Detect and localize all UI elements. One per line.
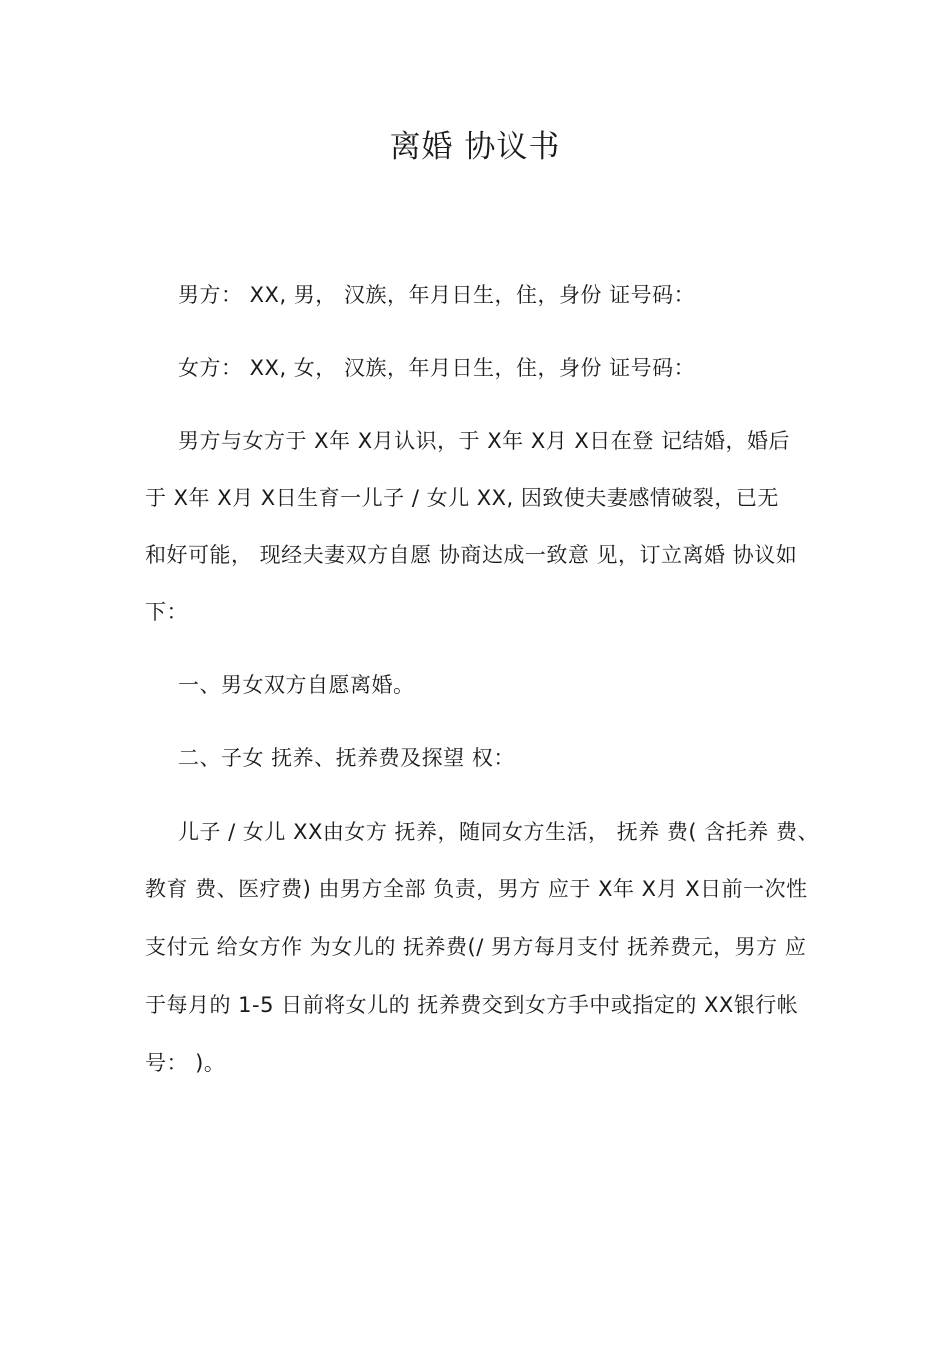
document-title: 离婚 协议书 xyxy=(389,129,561,165)
custody-paragraph-line-1: 儿子 / 女儿 XX由女方 抚养，随同女方生活， 抚养 费( 含托养 费、 xyxy=(178,820,819,844)
background-paragraph-line-3: 和好可能， 现经夫妻双方自愿 协商达成一致意 见，订立离婚 协议如 xyxy=(145,543,798,567)
clause-one: 一、男女双方自愿离婚。 xyxy=(178,673,415,697)
clause-two-heading: 二、子女 抚养、抚养费及探望 权： xyxy=(178,746,515,770)
woman-info-line: 女方： XX, 女， 汉族，年月日生，住，身份 证号码： xyxy=(178,356,696,380)
background-paragraph-line-2: 于 X年 X月 X日生育一儿子 / 女儿 XX, 因致使夫妻感情破裂，已无 xyxy=(145,486,779,510)
background-paragraph-line-4: 下： xyxy=(145,600,188,624)
custody-paragraph-line-3: 支付元 给女方作 为女儿的 抚养费(/ 男方每月支付 抚养费元，男方 应 xyxy=(145,935,807,959)
custody-paragraph-line-2: 教育 费、医疗费) 由男方全部 负责，男方 应于 X年 X月 X日前一次性 xyxy=(145,877,808,901)
custody-paragraph-line-5: 号： )。 xyxy=(145,1051,226,1075)
custody-paragraph-line-4: 于每月的 1-5 日前将女儿的 抚养费交到女方手中或指定的 XX银行帐 xyxy=(145,993,799,1017)
background-paragraph-line-1: 男方与女方于 X年 X月认识，于 X年 X月 X日在登 记结婚，婚后 xyxy=(178,429,790,453)
man-info-line: 男方： XX, 男， 汉族，年月日生，住，身份 证号码： xyxy=(178,283,696,307)
